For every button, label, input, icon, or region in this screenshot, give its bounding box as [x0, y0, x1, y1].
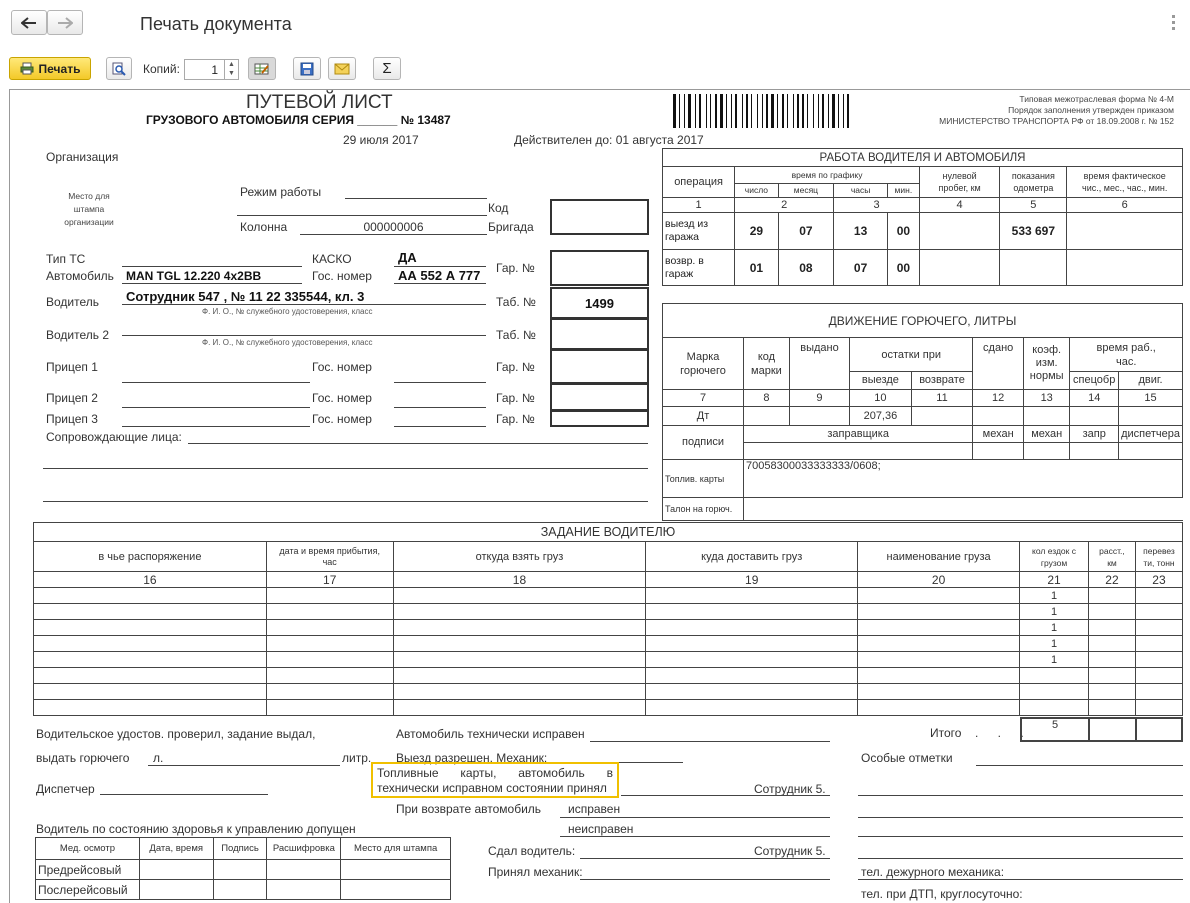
- task-cell: [1089, 636, 1136, 652]
- fuel-table: [662, 303, 1183, 521]
- floppy-icon: [300, 62, 314, 76]
- task-cell: [858, 668, 1020, 684]
- fuel-cell: Дт: [663, 407, 744, 425]
- task-cell: [646, 604, 858, 620]
- task-cell: [858, 588, 1020, 604]
- fuel-marka1: Марка: [686, 350, 720, 363]
- task-cell: [646, 620, 858, 636]
- bottom-l3: Диспетчер: [36, 782, 95, 796]
- print-button[interactable]: [9, 57, 91, 80]
- print-label: Печать: [38, 61, 81, 76]
- fuel-kod1: код: [757, 350, 776, 363]
- task-cell: [266, 636, 393, 652]
- gar-label-p3: Гар. №: [496, 412, 535, 426]
- task-h6a: кол ездок с: [1032, 545, 1076, 556]
- brigada-label: Бригада: [488, 220, 534, 234]
- bottom-m3c: Сотрудник 5.: [754, 782, 826, 796]
- out-probeg: [919, 213, 999, 250]
- task-cell: [858, 700, 1020, 716]
- gar-p3-box: [550, 410, 649, 427]
- task-cell: 1: [1020, 636, 1089, 652]
- gos-nomer-label: Гос. номер: [312, 269, 372, 283]
- med-pre: Предрейсовый: [36, 860, 140, 880]
- more-icon[interactable]: [1172, 14, 1178, 32]
- task-cell: [393, 604, 646, 620]
- tab-box: [550, 287, 649, 319]
- task-cell: [646, 684, 858, 700]
- task-row: [34, 684, 1183, 700]
- tab2-box: [550, 318, 649, 350]
- bottom-m3a: Топливные карты, автомобиль в: [377, 766, 613, 780]
- fuel-marka2: горючего: [680, 364, 726, 377]
- valid-until: Действителен до: 01 августа 2017: [514, 133, 704, 147]
- work-fact2: чис., мес., час., мин.: [1082, 183, 1168, 194]
- itogo-table: [1020, 717, 1183, 742]
- task-num-20: 20: [858, 572, 1020, 588]
- avto-value: MAN TGL 12.220 4x2BB: [126, 269, 262, 283]
- fuel-num-8: 8: [744, 390, 790, 407]
- gos-nomer-p3: Гос. номер: [312, 412, 372, 426]
- fuel-kod2: марки: [751, 364, 782, 377]
- task-cell: [646, 668, 858, 684]
- task-cell: [266, 652, 393, 668]
- kod-box: [550, 199, 649, 235]
- task-num-17: 17: [266, 572, 393, 588]
- task-cell: [266, 588, 393, 604]
- barcode: [673, 94, 923, 128]
- tab-label-2: Таб. №: [496, 328, 536, 342]
- work-nul: нулевой: [942, 171, 977, 182]
- work-mesyac: месяц: [778, 183, 834, 197]
- avto-label: Автомобиль: [46, 269, 114, 283]
- copies-label: Копий:: [143, 62, 180, 76]
- task-cell: [34, 620, 267, 636]
- bottom-m3b: технически исправном состоянии принял: [377, 781, 607, 795]
- out-min: 00: [887, 213, 919, 250]
- fuel-koef1: коэф.: [1032, 344, 1062, 357]
- task-cell: [393, 620, 646, 636]
- fuel-mehan2: механ: [1024, 425, 1070, 442]
- task-cell: [1089, 620, 1136, 636]
- fuel-cell: [744, 407, 790, 425]
- bottom-l2c: литр.: [342, 751, 372, 765]
- fuel-mehan1: механ: [973, 425, 1024, 442]
- email-button[interactable]: [328, 57, 356, 80]
- form-line1: Типовая межотраслевая форма № 4-М: [1019, 94, 1174, 104]
- fuel-num-12: 12: [973, 390, 1024, 407]
- fio-hint-2: Ф. И. О., № служебного удостоверения, класс: [202, 338, 373, 347]
- fuel-num-11: 11: [911, 390, 973, 407]
- task-cell: [34, 652, 267, 668]
- work-title: РАБОТА ВОДИТЕЛЯ И АВТОМОБИЛЯ: [663, 149, 1183, 167]
- out-mesyac: 07: [778, 213, 834, 250]
- fuel-podpisi: подписи: [663, 425, 744, 459]
- arrow-left-icon: [21, 17, 37, 29]
- work-in-label1: возвр. в: [665, 254, 704, 267]
- document-area: [9, 89, 1190, 903]
- voditel2-label: Водитель 2: [46, 328, 110, 342]
- bottom-l2: выдать горючего: [36, 751, 130, 765]
- copies-input[interactable]: [184, 59, 239, 80]
- bottom-m5: Сдал водитель:: [488, 844, 576, 858]
- bottom-r1: Особые отметки: [861, 751, 953, 765]
- soprov-label: Сопровождающие лица:: [46, 430, 182, 444]
- med-head-cell: Расшифровка: [267, 838, 341, 860]
- fuel-num-13: 13: [1024, 390, 1070, 407]
- fuel-koef3: нормы: [1029, 370, 1064, 383]
- pricep2-label: Прицеп 2: [46, 391, 98, 405]
- task-h7b: км: [1107, 557, 1117, 568]
- task-num-21: 21: [1020, 572, 1089, 588]
- task-cell: [1135, 588, 1182, 604]
- in-fact: [1067, 250, 1183, 286]
- tab-label-1: Таб. №: [496, 295, 536, 309]
- task-h5: наименование груза: [858, 542, 1020, 572]
- task-cell: [393, 668, 646, 684]
- work-out-label1: выезд из: [665, 218, 709, 231]
- med-table: [35, 837, 451, 900]
- fuel-cell: [1024, 407, 1070, 425]
- magnifier-icon: [112, 62, 126, 76]
- fuel-cell: [789, 407, 849, 425]
- gos-nomer-p2: Гос. номер: [312, 391, 372, 405]
- task-cell: [646, 700, 858, 716]
- task-cell: [393, 700, 646, 716]
- med-head-cell: Дата, время: [139, 838, 213, 860]
- work-num-3: 3: [834, 198, 920, 213]
- task-cell: [1135, 620, 1182, 636]
- task-h2a: дата и время прибытия,: [279, 545, 380, 556]
- bottom-m1: Автомобиль технически исправен: [396, 727, 585, 741]
- bottom-m2: Выезд разрешен. Механик:: [396, 751, 548, 765]
- bottom-m4a: исправен: [568, 802, 621, 816]
- task-cell: [858, 620, 1020, 636]
- out-chasy: 13: [834, 213, 888, 250]
- fuel-num-9: 9: [789, 390, 849, 407]
- fuel-vyezde: выезде: [850, 371, 912, 389]
- fuel-cell: [911, 407, 973, 425]
- bottom-l1: Водительское удостов. проверил, задание выдал,: [36, 727, 316, 741]
- fuel-zapr: заправщика: [744, 425, 973, 442]
- task-cell: [1135, 684, 1182, 700]
- printer-icon: [20, 62, 34, 75]
- task-cell: [34, 684, 267, 700]
- bottom-m5b: Сотрудник 5.: [754, 844, 826, 858]
- task-h1: в чье распоряжение: [34, 542, 267, 572]
- fuel-zapr2: запр: [1070, 425, 1119, 442]
- stamp-line3: организации: [64, 217, 114, 227]
- edit-table-icon: [254, 62, 270, 76]
- task-row: [34, 620, 1183, 636]
- task-row: [34, 588, 1183, 604]
- in-mesyac: 08: [778, 250, 834, 286]
- gos-nomer-p1: Гос. номер: [312, 360, 372, 374]
- med-head-cell: Место для штампа: [341, 838, 451, 860]
- itogo-dots: . . .: [975, 726, 1032, 740]
- task-h4: куда доставить груз: [646, 542, 858, 572]
- itogo-label: Итого: [930, 726, 962, 740]
- work-num-2: 2: [735, 198, 834, 213]
- task-cell: [858, 636, 1020, 652]
- task-row: [34, 652, 1183, 668]
- task-cell: [1089, 668, 1136, 684]
- in-chislo: 01: [735, 250, 778, 286]
- bottom-m4: При возврате автомобиль: [396, 802, 542, 816]
- kasko-label: КАСКО: [312, 252, 352, 266]
- task-cell: [1135, 668, 1182, 684]
- task-cell: [393, 636, 646, 652]
- task-num-22: 22: [1089, 572, 1136, 588]
- bottom-l2b: л.: [153, 751, 164, 765]
- preview-button[interactable]: [106, 57, 132, 80]
- fuel-cell: [973, 407, 1024, 425]
- gar-p2-box: [550, 383, 649, 411]
- fuel-cards-label: Топлив. карты: [663, 460, 744, 498]
- fuel-koef2: изм.: [1035, 357, 1058, 370]
- task-cell: [1089, 700, 1136, 716]
- forward-button[interactable]: [47, 10, 83, 35]
- work-in-label2: гараж: [665, 267, 694, 280]
- task-cell: [34, 700, 267, 716]
- back-button[interactable]: [11, 10, 47, 35]
- gar-p1-box: [550, 349, 649, 384]
- task-cell: [1135, 700, 1182, 716]
- fio-hint-1: Ф. И. О., № служебного удостоверения, класс: [202, 307, 373, 316]
- work-odometr: одометра: [1013, 183, 1054, 194]
- save-button[interactable]: [293, 57, 321, 80]
- in-chasy: 07: [834, 250, 888, 286]
- work-chasy: часы: [834, 183, 888, 197]
- stamp-line1: Место для: [68, 191, 110, 201]
- task-cell: [1020, 700, 1089, 716]
- task-cell: [34, 668, 267, 684]
- fuel-vr2: час.: [1115, 355, 1137, 368]
- fuel-vr1: время раб.,: [1096, 341, 1156, 354]
- work-num-4: 4: [919, 198, 999, 213]
- fuel-num-15: 15: [1119, 390, 1183, 407]
- fuel-num-10: 10: [850, 390, 912, 407]
- task-table: [33, 522, 1183, 716]
- work-pokaz: показания: [1011, 171, 1055, 182]
- gar-box: [550, 250, 649, 286]
- sum-button[interactable]: [373, 57, 401, 80]
- stamp-line2: штампа: [73, 204, 105, 214]
- task-cell: 1: [1020, 620, 1089, 636]
- kasko-value: ДА: [398, 250, 417, 265]
- task-num-16: 16: [34, 572, 267, 588]
- bottom-r3: тел. при ДТП, круглосуточно:: [861, 887, 1023, 901]
- kolonna-value: 000000006: [363, 220, 424, 234]
- task-num-19: 19: [646, 572, 858, 588]
- org-label: Организация: [46, 150, 119, 164]
- task-cell: [1135, 652, 1182, 668]
- work-time-sched: время по графику: [735, 167, 920, 183]
- out-fact: [1067, 213, 1183, 250]
- task-num-18: 18: [393, 572, 646, 588]
- fuel-vozvrate: возврате: [911, 371, 973, 389]
- fuel-cell: [1070, 407, 1119, 425]
- task-cell: [1089, 684, 1136, 700]
- kolonna-label: Колонна: [240, 220, 288, 234]
- bottom-l4: Водитель по состоянию здоровья к управлению допущен: [36, 822, 356, 836]
- in-probeg: [919, 250, 999, 286]
- task-cell: [1020, 684, 1089, 700]
- task-cell: [266, 700, 393, 716]
- task-cell: [34, 604, 267, 620]
- fuel-ostatki: остатки при: [850, 338, 973, 371]
- stamp-place: [54, 190, 124, 229]
- bottom-r2: тел. дежурного механика:: [861, 865, 1005, 879]
- fuel-title: ДВИЖЕНИЕ ГОРЮЧЕГО, ЛИТРЫ: [663, 304, 1183, 338]
- work-out-label2: гаража: [665, 231, 699, 244]
- fuel-specobr: спецобр: [1070, 371, 1119, 389]
- accepted-note: [371, 762, 619, 798]
- fuel-disp: диспетчера: [1119, 425, 1183, 442]
- task-cell: [266, 604, 393, 620]
- task-cell: [858, 684, 1020, 700]
- task-cell: [1135, 636, 1182, 652]
- task-row: [34, 700, 1183, 716]
- med-head-cell: Мед. осмотр: [36, 838, 140, 860]
- task-h8a: перевез: [1143, 545, 1175, 556]
- task-cell: [393, 652, 646, 668]
- task-cell: [266, 668, 393, 684]
- arrow-right-icon: [57, 17, 73, 29]
- pricep3-label: Прицеп 3: [46, 412, 98, 426]
- envelope-icon: [334, 63, 350, 75]
- work-min: мин.: [887, 183, 919, 197]
- voditel-label: Водитель: [46, 295, 100, 309]
- task-cell: [858, 604, 1020, 620]
- med-head-cell: Подпись: [213, 838, 267, 860]
- gar-label-1: Гар. №: [496, 261, 535, 275]
- in-min: 00: [887, 250, 919, 286]
- doc-date: 29 июля 2017: [343, 133, 419, 147]
- itogo-value: 5: [1021, 718, 1089, 741]
- task-cell: 1: [1020, 652, 1089, 668]
- copies-stepper[interactable]: ▲ ▼: [224, 60, 238, 79]
- voditel-value: Сотрудник 547 , № 11 22 335544, кл. 3: [126, 289, 365, 304]
- task-cell: [34, 588, 267, 604]
- fuel-cards-value: 70058300033333333/0608;: [744, 460, 1183, 498]
- gar-label-p1: Гар. №: [496, 360, 535, 374]
- work-fact1: время фактическое: [1083, 171, 1166, 182]
- fuel-talon: Талон на горюч.: [663, 497, 744, 520]
- task-cell: [1089, 652, 1136, 668]
- pricep1-label: Прицеп 1: [46, 360, 98, 374]
- fuel-sdano: сдано: [973, 338, 1024, 390]
- tip-ts-label: Тип ТС: [46, 252, 86, 266]
- task-title: ЗАДАНИЕ ВОДИТЕЛЮ: [34, 523, 1183, 542]
- out-chislo: 29: [735, 213, 778, 250]
- task-cell: [646, 652, 858, 668]
- kod-label: Код: [488, 201, 509, 215]
- task-row: [34, 604, 1183, 620]
- task-cell: [646, 588, 858, 604]
- copies-value: 1: [211, 63, 218, 77]
- fuel-cell: [1119, 407, 1183, 425]
- task-h2b: час: [322, 556, 337, 567]
- task-cell: [266, 620, 393, 636]
- task-cell: [1020, 668, 1089, 684]
- task-h6b: грузом: [1040, 557, 1068, 568]
- tab-value: 1499: [585, 296, 614, 311]
- work-table: [662, 148, 1183, 286]
- mode-label: Режим работы: [240, 185, 322, 199]
- fuel-cell: 207,36: [850, 407, 912, 425]
- task-cell: [646, 636, 858, 652]
- bottom-m4b: неисправен: [568, 822, 634, 836]
- task-cell: [393, 684, 646, 700]
- task-num-23: 23: [1135, 572, 1182, 588]
- work-num-1: 1: [663, 198, 735, 213]
- doc-title: ПУТЕВОЙ ЛИСТ: [246, 92, 393, 113]
- sigma-icon: Σ: [382, 60, 392, 77]
- task-h7a: расст.,: [1099, 545, 1125, 556]
- out-odometr: 533 697: [1000, 213, 1067, 250]
- form-line3: МИНИСТЕРСТВО ТРАНСПОРТА РФ от 18.09.2008 г. № 152: [939, 116, 1174, 126]
- task-cell: [1089, 588, 1136, 604]
- task-row: [34, 668, 1183, 684]
- task-cell: [1135, 604, 1182, 620]
- task-cell: 1: [1020, 604, 1089, 620]
- task-cell: [393, 588, 646, 604]
- window-title: Печать документа: [140, 14, 292, 34]
- gos-nomer-value: АА 552 А 777: [398, 268, 481, 283]
- task-cell: [34, 636, 267, 652]
- fuel-num-7: 7: [663, 390, 744, 407]
- med-post: Послерейсовый: [36, 880, 140, 900]
- task-cell: 1: [1020, 588, 1089, 604]
- task-cell: [1089, 604, 1136, 620]
- edit-button[interactable]: [248, 57, 276, 80]
- form-line2: Порядок заполнения утвержден приказом: [1008, 105, 1174, 115]
- gar-label-p2: Гар. №: [496, 391, 535, 405]
- doc-subtitle: ГРУЗОВОГО АВТОМОБИЛЯ СЕРИЯ ______ № 13487: [146, 113, 451, 127]
- fuel-dvig: двиг.: [1119, 371, 1183, 389]
- work-chislo: число: [735, 183, 778, 197]
- bottom-m6: Принял механик:: [488, 865, 583, 879]
- task-row: [34, 636, 1183, 652]
- task-cell: [266, 684, 393, 700]
- fuel-vydano: выдано: [789, 338, 849, 390]
- work-num-6: 6: [1067, 198, 1183, 213]
- task-cell: [858, 652, 1020, 668]
- work-operation: операция: [663, 167, 735, 198]
- in-odometr: [1000, 250, 1067, 286]
- work-num-5: 5: [1000, 198, 1067, 213]
- fuel-num-14: 14: [1070, 390, 1119, 407]
- work-probeg: пробег, км: [938, 183, 981, 194]
- task-h3: откуда взять груз: [393, 542, 646, 572]
- task-h8b: ти, тонн: [1143, 557, 1175, 568]
